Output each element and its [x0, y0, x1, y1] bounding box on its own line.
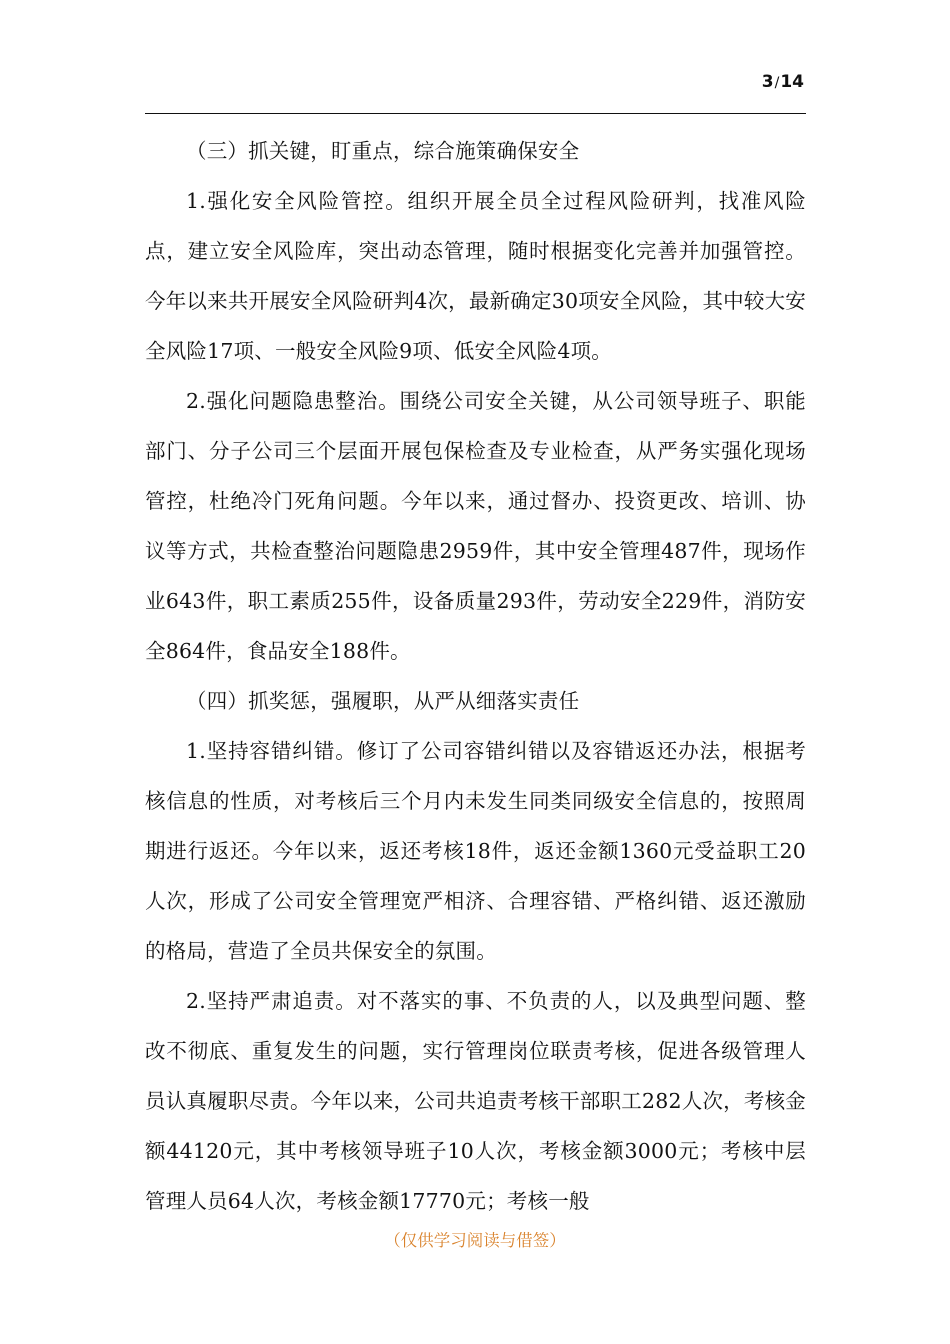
paragraph-accountability: 2.坚持严肃追责。对不落实的事、不负责的人，以及典型问题、整改不彻底、重复发生的问题，实行管理岗位联责考核，促进各级管理人员认真履职尽责。今年以来，公司共追责考核干部职工282人次，考核金额44120元，其中考核领导班子10人次，考核金额3000元；考核中层管理人员64人次，考核金额17770元；考核一般 — [145, 989, 806, 1213]
page-total: 14 — [780, 72, 804, 92]
section-heading-3: （三）抓关键，盯重点，综合施策确保安全 — [186, 139, 580, 163]
page-number — [762, 72, 804, 92]
document-body — [145, 126, 806, 1226]
page-current: 3 — [761, 72, 774, 92]
paragraph-error-tolerance: 1.坚持容错纠错。修订了公司容错纠错以及容错返还办法，根据考核信息的性质，对考核后三个月内未发生同类同级安全信息的，按照周期进行返还。今年以来，返还考核18件，返还金额1360元受益职工20人次，形成了公司安全管理宽严相济、合理容错、严格纠错、返还激励的格局，营造了全员共保安全的氛围。 — [145, 739, 806, 963]
paragraph-hazard-rectification: 2.强化问题隐患整治。围绕公司安全关键，从公司领导班子、职能部门、分子公司三个层面开展包保检查及专业检查，从严务实强化现场管控，杜绝冷门死角问题。今年以来，通过督办、投资更改、培训、协议等方式，共检查整治问题隐患2959件，其中安全管理487件，现场作业643件，职工素质255件，设备质量293件，劳动安全229件，消防安全864件，食品安全188件。 — [145, 389, 806, 663]
footer-note: （仅供学习阅读与借签） — [384, 1231, 566, 1250]
header-divider — [145, 113, 806, 114]
paragraph-risk-control: 1.强化安全风险管控。组织开展全员全过程风险研判，找准风险点，建立安全风险库，突出动态管理，随时根据变化完善并加强管控。今年以来共开展安全风险研判4次，最新确定30项安全风险，其中较大安全风险17项、一般安全风险9项、低安全风险4项。 — [145, 189, 806, 363]
page-separator: / — [774, 75, 780, 91]
section-heading-4: （四）抓奖惩，强履职，从严从细落实责任 — [186, 689, 580, 713]
